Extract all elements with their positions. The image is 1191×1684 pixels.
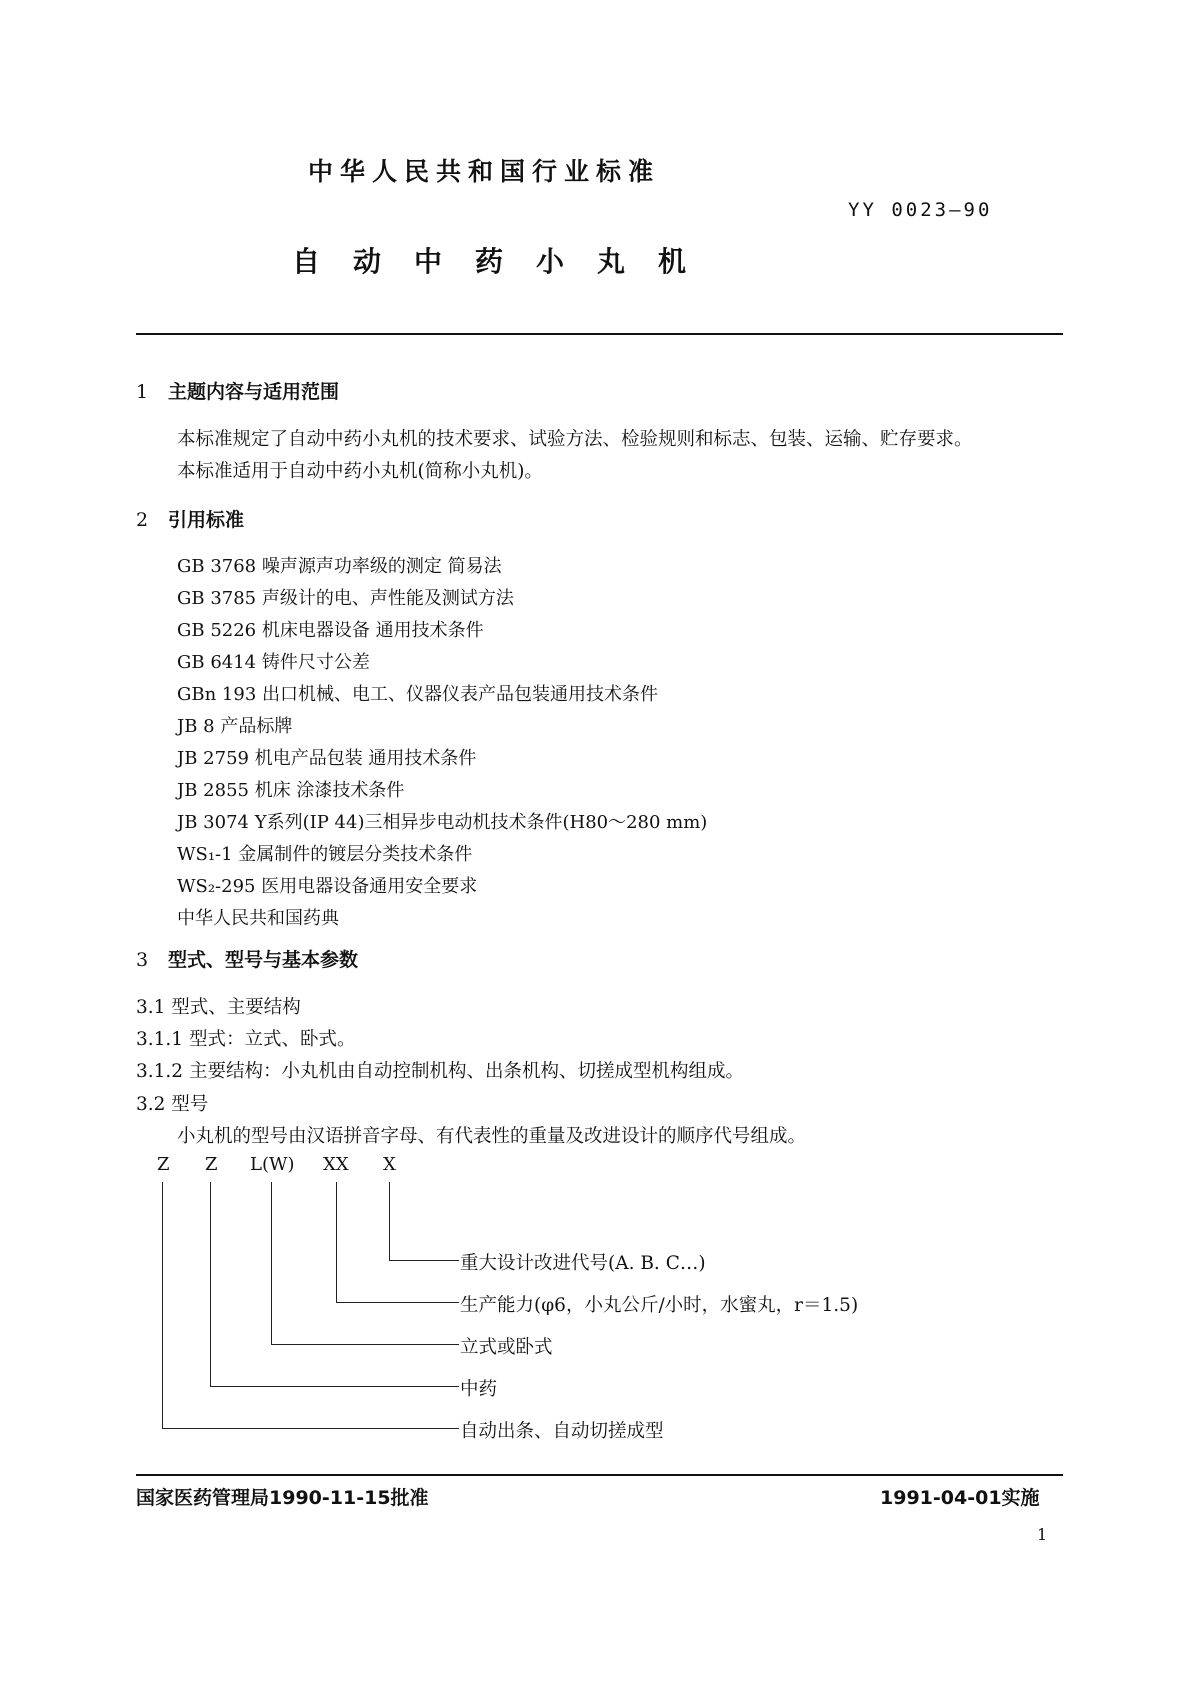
section-1-heading	[136, 377, 339, 404]
section-2-title: 引用标准	[168, 509, 245, 531]
standard-number: YY 0023—90	[848, 199, 993, 221]
subsection-3-2: 3.2 型号	[136, 1094, 209, 1115]
section-3-title: 型式、型号与基本参数	[168, 949, 359, 971]
leader-vertical	[271, 1182, 272, 1344]
leader-vertical	[162, 1182, 163, 1428]
document-title: 自动中药小丸机	[292, 245, 720, 278]
code-letter: X	[383, 1154, 396, 1175]
label-chinese-medicine: 中药	[460, 1379, 498, 1400]
header-divider	[136, 333, 1063, 335]
section-2-number: 2	[136, 509, 149, 531]
leader-horizontal	[336, 1302, 459, 1303]
section-1-number: 1	[136, 381, 149, 403]
effective-date: 1991-04-01实施	[880, 1487, 1040, 1509]
section-1-paragraph-2: 本标准适用于自动中药小丸机(简称小丸机)。	[177, 461, 543, 482]
section-2-heading	[136, 505, 244, 532]
reference-item: JB 3074 Y系列(IP 44)三相异步电动机技术条件(H80～280 mm)	[177, 812, 708, 833]
reference-item: WS₂-295 医用电器设备通用安全要求	[177, 876, 478, 897]
page-number: 1	[1037, 1525, 1048, 1544]
footer-divider	[136, 1474, 1063, 1476]
reference-item: WS₁-1 金属制件的镀层分类技术条件	[177, 844, 473, 865]
reference-item: GB 3768 噪声源声功率级的测定 简易法	[177, 556, 502, 577]
leader-vertical	[210, 1182, 211, 1386]
reference-item: 中华人民共和国药典	[177, 908, 339, 929]
model-description: 小丸机的型号由汉语拼音字母、有代表性的重量及改进设计的顺序代号组成。	[177, 1126, 807, 1147]
subsection-3-1-2: 3.1.2 主要结构：小丸机由自动控制机构、出条机构、切搓成型机构组成。	[136, 1061, 744, 1082]
label-orientation: 立式或卧式	[460, 1337, 553, 1358]
subsection-3-1-1: 3.1.1 型式：立式、卧式。	[136, 1029, 356, 1050]
leader-horizontal	[389, 1260, 459, 1261]
approval-date: 国家医药管理局1990-11-15批准	[136, 1487, 429, 1509]
section-3-number: 3	[136, 949, 149, 971]
section-1-paragraph-1: 本标准规定了自动中药小丸机的技术要求、试验方法、检验规则和标志、包装、运输、贮存要求。	[177, 429, 973, 450]
label-automatic: 自动出条、自动切搓成型	[460, 1421, 664, 1442]
leader-horizontal	[271, 1344, 459, 1345]
reference-item: GBn 193 出口机械、电工、仪器仪表产品包装通用技术条件	[177, 684, 658, 705]
subsection-3-1: 3.1 型式、主要结构	[136, 997, 301, 1018]
code-letter: L(W)	[250, 1154, 295, 1175]
leader-horizontal	[210, 1386, 459, 1387]
section-3-heading	[136, 945, 358, 972]
leader-vertical	[389, 1182, 390, 1260]
reference-item: JB 8 产品标牌	[177, 716, 293, 737]
reference-item: GB 6414 铸件尺寸公差	[177, 652, 370, 673]
reference-item: JB 2855 机床 涂漆技术条件	[177, 780, 405, 801]
reference-item: GB 3785 声级计的电、声性能及测试方法	[177, 588, 514, 609]
code-letter: Z	[205, 1154, 218, 1175]
issuing-body: 中华人民共和国行业标准	[308, 157, 661, 186]
reference-item: JB 2759 机电产品包装 通用技术条件	[177, 748, 477, 769]
label-capacity: 生产能力(φ6，小丸公斤/小时，水蜜丸，r＝1.5)	[460, 1295, 859, 1316]
leader-vertical	[336, 1182, 337, 1302]
code-letter: Z	[157, 1154, 170, 1175]
reference-item: GB 5226 机床电器设备 通用技术条件	[177, 620, 484, 641]
leader-horizontal	[162, 1428, 459, 1429]
section-1-title: 主题内容与适用范围	[168, 381, 340, 403]
code-letter: XX	[323, 1154, 349, 1175]
label-design-improvement: 重大设计改进代号(A. B. C…)	[460, 1253, 706, 1274]
